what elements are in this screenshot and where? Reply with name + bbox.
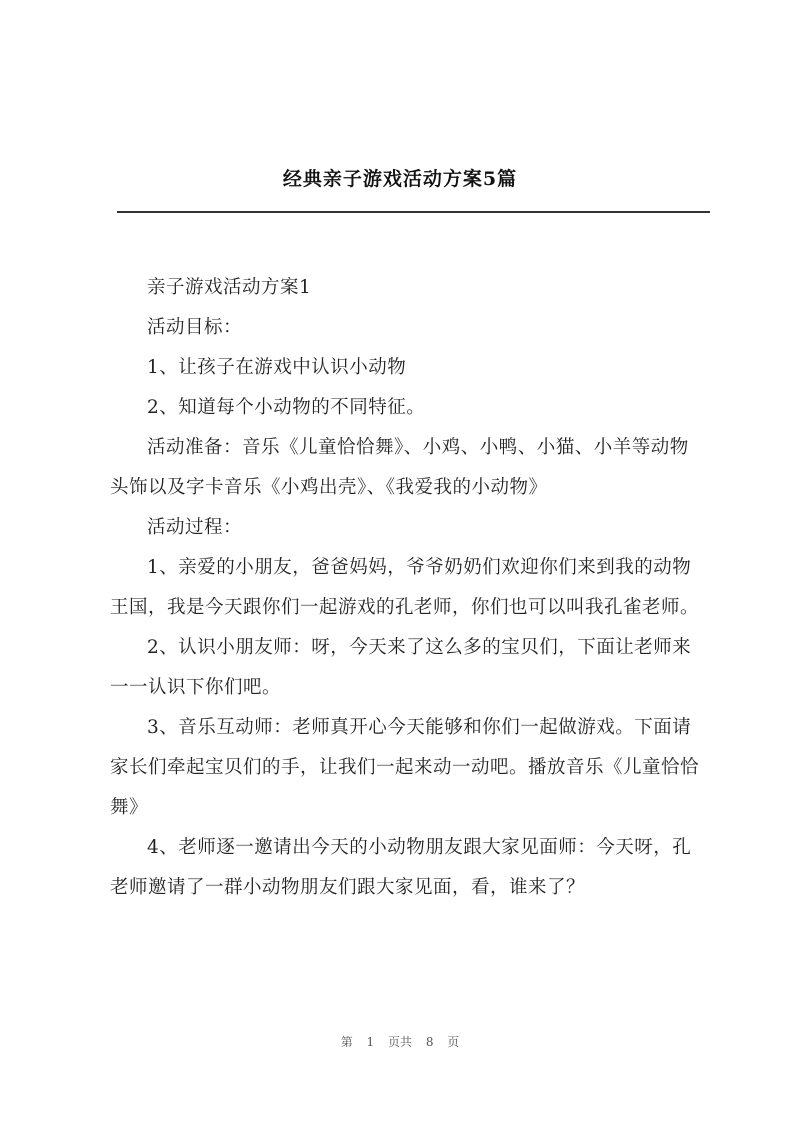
paragraph-process-heading: 活动过程：	[147, 517, 243, 538]
paragraph-goal-2: 2、知道每个小动物的不同特征。	[147, 397, 426, 418]
title-underline	[117, 211, 710, 213]
paragraph-step-4: 4、老师逐一邀请出今天的小动物朋友跟大家见面师：今天呀，孔老师邀请了一群小动物朋友们跟大家见面，看，谁来了？	[110, 837, 692, 898]
paragraph-step-2: 2、认识小朋友师：呀，今天来了这么多的宝贝们，下面让老师来一一认识下你们吧。	[110, 637, 692, 698]
document-title: 经典亲子游戏活动方案5篇	[282, 168, 518, 190]
paragraph-preparation: 活动准备：音乐《儿童恰恰舞》、小鸡、小鸭、小猫、小羊等动物头饰以及字卡音乐《小鸡出壳》、《我爱我的小动物》	[110, 437, 689, 498]
paragraph-step-1: 1、亲爱的小朋友，爸爸妈妈，爷爷奶奶们欢迎你们来到我的动物王国，我是今天跟你们一起游戏的孔老师，你们也可以叫我孔雀老师。	[110, 557, 700, 618]
paragraph-step-3: 3、音乐互动师：老师真开心今天能够和你们一起做游戏。下面请家长们牵起宝贝们的手，让我们一起来动一动吧。播放音乐《儿童恰恰舞》	[110, 717, 700, 818]
document-body	[110, 268, 700, 908]
paragraph-goal-1: 1、让孩子在游戏中认识小动物	[147, 357, 407, 378]
page-number: 第 1 页共 8 页	[340, 1035, 460, 1049]
paragraph-goal-heading: 活动目标：	[147, 317, 243, 338]
section-heading: 亲子游戏活动方案1	[147, 277, 312, 298]
